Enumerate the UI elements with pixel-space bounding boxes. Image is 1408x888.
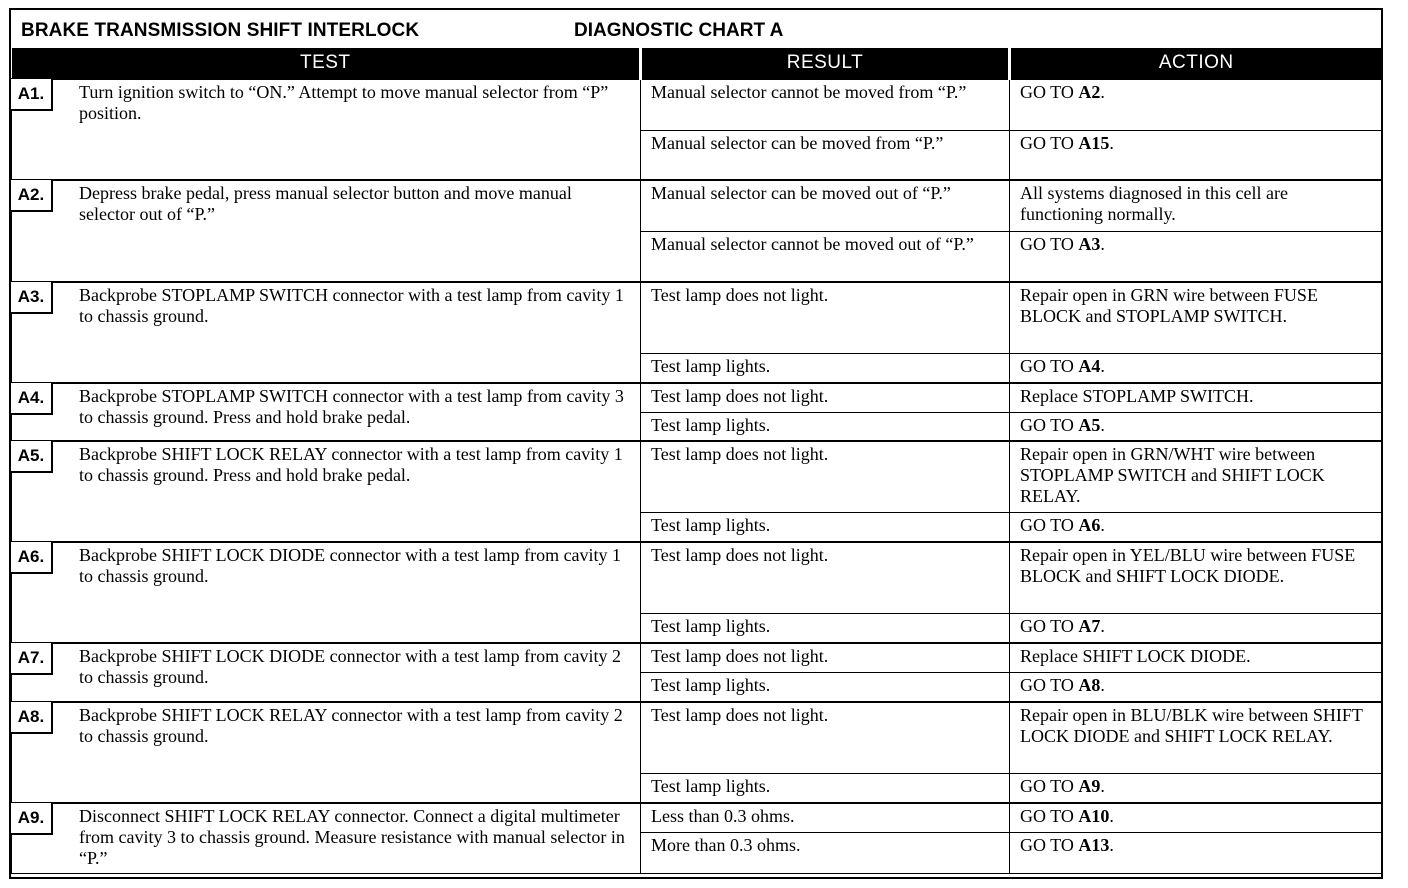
result-cell: Manual selector cannot be moved out of “P.”: [641, 231, 1010, 282]
action-step-reference: A7: [1078, 615, 1101, 636]
action-step-reference: A15: [1078, 132, 1110, 153]
chart-title: BRAKE TRANSMISSION SHIFT INTERLOCK: [21, 20, 420, 41]
test-instruction: Backprobe SHIFT LOCK DIODE connector with a test lamp from cavity 2 to chassis ground.: [79, 646, 622, 687]
test-instruction: Backprobe SHIFT LOCK RELAY connector with a test lamp from cavity 2 to chassis ground.: [79, 705, 623, 746]
table-row: [12, 643, 1382, 672]
table-row: [12, 383, 1382, 412]
result-cell: Test lamp lights.: [641, 353, 1010, 383]
step-number: A3.: [11, 282, 53, 314]
action-text: Repair open in GRN wire between FUSE BLOCK and STOPLAMP SWITCH.: [1020, 285, 1318, 326]
test-cell: [12, 441, 641, 542]
action-cell: [1010, 79, 1382, 130]
table-row: [12, 702, 1382, 773]
table-row: [12, 803, 1382, 833]
diagnostic-chart: [9, 8, 1383, 879]
action-cell: [1010, 282, 1382, 353]
table-row: [12, 282, 1382, 353]
test-cell: [12, 79, 641, 180]
result-cell: More than 0.3 ohms.: [641, 833, 1010, 874]
step-number: A7.: [11, 643, 53, 675]
action-cell: [1010, 231, 1382, 282]
step-number: A9.: [11, 803, 53, 835]
test-cell: [12, 282, 641, 383]
action-text: .: [1100, 233, 1105, 254]
test-cell: [12, 702, 641, 803]
test-instruction: Backprobe SHIFT LOCK DIODE connector with a test lamp from cavity 1 to chassis ground.: [79, 545, 622, 586]
column-header-action: ACTION: [1010, 48, 1382, 79]
action-text: GO TO: [1020, 82, 1079, 102]
table-row: [12, 180, 1382, 231]
action-cell: [1010, 542, 1382, 613]
test-instruction: Turn ignition switch to “ON.” Attempt to move manual selector from “P” position.: [79, 82, 609, 123]
action-step-reference: A2: [1078, 82, 1101, 102]
action-cell: [1010, 512, 1382, 542]
step-number: A8.: [11, 702, 53, 734]
action-step-reference: A5: [1078, 414, 1101, 435]
action-text: .: [1100, 615, 1105, 636]
action-text: GO TO: [1020, 414, 1079, 435]
test-cell: [12, 383, 641, 441]
result-cell: Test lamp lights.: [641, 672, 1010, 702]
action-cell: [1010, 383, 1382, 412]
action-text: .: [1109, 132, 1114, 153]
action-text: GO TO: [1020, 514, 1079, 535]
step-number: A4.: [11, 383, 53, 415]
action-text: GO TO: [1020, 775, 1079, 796]
action-cell: [1010, 773, 1382, 803]
action-text: GO TO: [1020, 835, 1079, 856]
action-text: GO TO: [1020, 233, 1079, 254]
action-step-reference: A13: [1078, 835, 1110, 856]
action-text: .: [1100, 514, 1105, 535]
step-number: A5.: [11, 441, 53, 473]
diagnostic-table: [11, 48, 1382, 874]
action-text: .: [1100, 82, 1105, 102]
test-instruction: Backprobe SHIFT LOCK RELAY connector with a test lamp from cavity 1 to chassis ground. Press and hold brake pedal.: [79, 444, 623, 485]
action-text: Repair open in YEL/BLU wire between FUSE BLOCK and SHIFT LOCK DIODE.: [1020, 545, 1356, 586]
action-text: Repair open in GRN/WHT wire between STOPLAMP SWITCH and SHIFT LOCK RELAY.: [1020, 444, 1325, 506]
test-instruction: Backprobe STOPLAMP SWITCH connector with a test lamp from cavity 1 to chassis ground.: [79, 285, 624, 326]
action-text: Repair open in BLU/BLK wire between SHIFT LOCK DIODE and SHIFT LOCK RELAY.: [1020, 705, 1363, 746]
result-cell: Manual selector cannot be moved from “P.”: [641, 79, 1010, 130]
column-header-result: RESULT: [641, 48, 1010, 79]
result-cell: Test lamp lights.: [641, 412, 1010, 441]
table-row: [12, 79, 1382, 130]
action-cell: [1010, 702, 1382, 773]
action-cell: [1010, 412, 1382, 441]
test-instruction: Disconnect SHIFT LOCK RELAY connector. Connect a digital multimeter from cavity 3 to chassis ground. Measure resistance with manual selector in “P.”: [79, 806, 625, 868]
step-number: A6.: [11, 542, 53, 574]
action-cell: [1010, 643, 1382, 672]
table-row: [12, 542, 1382, 613]
action-step-reference: A6: [1078, 514, 1101, 535]
table-header-row: [12, 48, 1382, 79]
table-row: [12, 441, 1382, 512]
test-instruction: Backprobe STOPLAMP SWITCH connector with a test lamp from cavity 3 to chassis ground. Press and hold brake pedal.: [79, 386, 624, 427]
table-body: [12, 79, 1382, 874]
action-step-reference: A9: [1078, 775, 1101, 796]
action-text: GO TO: [1020, 615, 1079, 636]
result-cell: Test lamp does not light.: [641, 702, 1010, 773]
column-header-test: TEST: [12, 48, 641, 79]
action-step-reference: A8: [1078, 674, 1101, 695]
action-text: Replace STOPLAMP SWITCH.: [1020, 386, 1254, 406]
action-cell: [1010, 353, 1382, 383]
result-cell: Manual selector can be moved from “P.”: [641, 130, 1010, 180]
result-cell: Test lamp does not light.: [641, 383, 1010, 412]
result-cell: Manual selector can be moved out of “P.”: [641, 180, 1010, 231]
action-text: GO TO: [1020, 806, 1079, 826]
action-text: Replace SHIFT LOCK DIODE.: [1020, 646, 1251, 666]
action-cell: [1010, 441, 1382, 512]
action-text: .: [1100, 775, 1105, 796]
action-text: .: [1100, 414, 1105, 435]
action-cell: [1010, 613, 1382, 643]
action-text: GO TO: [1020, 355, 1079, 376]
action-cell: [1010, 833, 1382, 874]
test-cell: [12, 180, 641, 282]
result-cell: Test lamp does not light.: [641, 643, 1010, 672]
action-text: GO TO: [1020, 132, 1079, 153]
action-step-reference: A3: [1078, 233, 1101, 254]
action-text: All systems diagnosed in this cell are functioning normally.: [1020, 183, 1288, 224]
result-cell: Test lamp lights.: [641, 512, 1010, 542]
test-cell: [12, 643, 641, 702]
action-cell: [1010, 803, 1382, 833]
step-number: A2.: [11, 180, 53, 212]
result-cell: Less than 0.3 ohms.: [641, 803, 1010, 833]
result-cell: Test lamp lights.: [641, 773, 1010, 803]
chart-subtitle: DIAGNOSTIC CHART A: [574, 20, 784, 41]
result-cell: Test lamp does not light.: [641, 542, 1010, 613]
action-text: .: [1109, 806, 1114, 826]
action-cell: [1010, 130, 1382, 180]
action-text: .: [1100, 674, 1105, 695]
action-text: .: [1109, 835, 1114, 856]
action-step-reference: A4: [1078, 355, 1101, 376]
result-cell: Test lamp does not light.: [641, 441, 1010, 512]
test-cell: [12, 542, 641, 643]
action-cell: [1010, 672, 1382, 702]
test-instruction: Depress brake pedal, press manual selector button and move manual selector out of “P.”: [79, 183, 572, 224]
test-cell: [12, 803, 641, 874]
result-cell: Test lamp does not light.: [641, 282, 1010, 353]
action-text: .: [1100, 355, 1105, 376]
action-text: GO TO: [1020, 674, 1079, 695]
result-cell: Test lamp lights.: [641, 613, 1010, 643]
step-number: A1.: [11, 79, 53, 111]
chart-title-bar: [11, 10, 1381, 50]
action-step-reference: A10: [1078, 806, 1110, 826]
action-cell: [1010, 180, 1382, 231]
